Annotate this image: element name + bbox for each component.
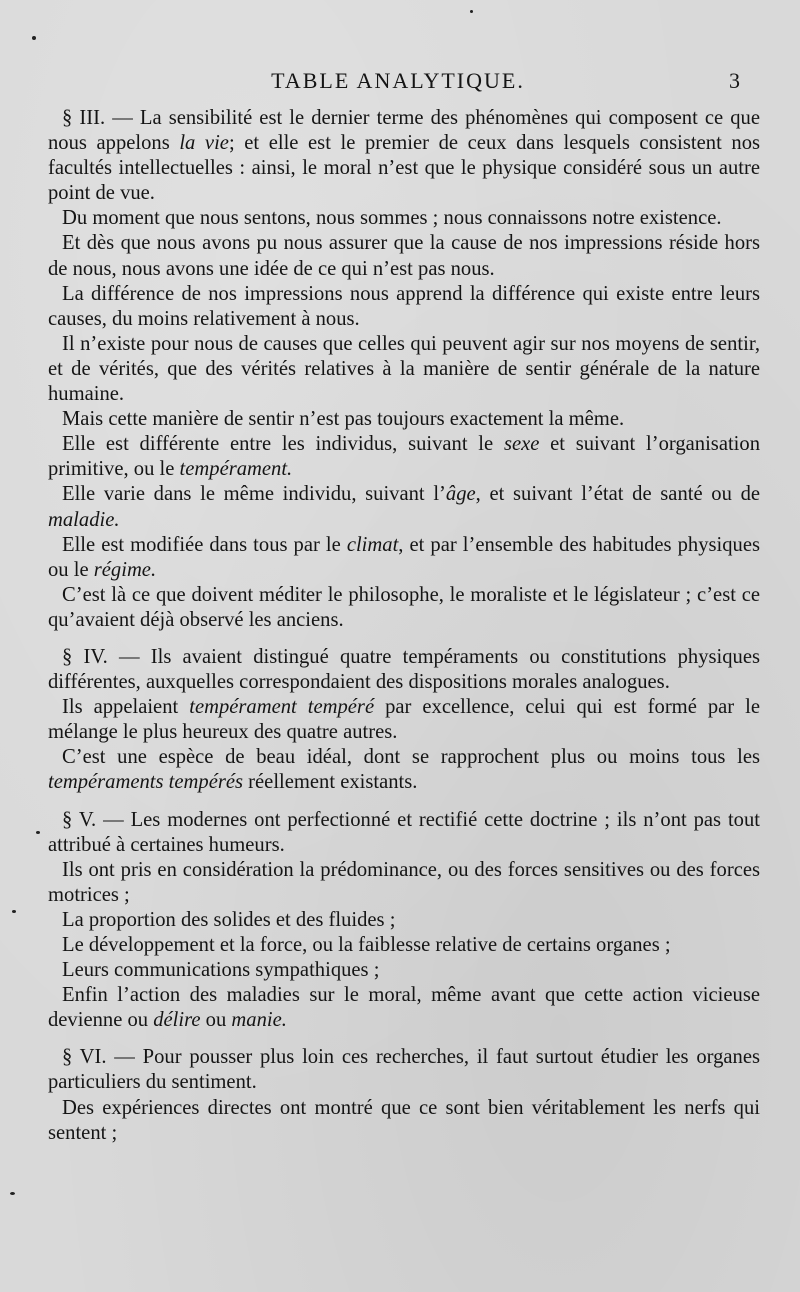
text-run: Leurs communications sympathiques ; — [62, 959, 380, 982]
paragraph — [48, 745, 760, 795]
italic-term: tempérament. — [179, 458, 293, 481]
section-paragraph — [48, 1045, 760, 1095]
text-run: Du moment que nous sentons, nous sommes ; nous connaissons notre existence. — [62, 207, 722, 230]
section-paragraph — [48, 645, 760, 695]
text-run: réellement existants. — [243, 771, 418, 794]
paragraph — [48, 432, 760, 482]
italic-term: sexe — [503, 433, 540, 456]
text-run: Et dès que nous avons pu nous assurer que la cause de nos impressions réside hors de nous, nous avons une idée de ce qui n’est pas nous. — [48, 232, 760, 280]
text-run: Mais cette manière de sentir n’est pas toujours exactement la même. — [62, 408, 625, 431]
text-run: Elle est différente entre les individus, suivant le — [62, 433, 504, 456]
paragraph — [48, 583, 760, 633]
ink-speck — [36, 831, 40, 834]
page-header — [48, 68, 748, 98]
text-run: Des expériences directes ont montré que ce sont bien véritablement les nerfs qui sentent ; — [48, 1096, 760, 1144]
paragraph — [48, 282, 760, 332]
paragraph — [48, 695, 760, 745]
ink-speck — [470, 10, 473, 13]
italic-term: la vie — [179, 132, 229, 155]
paragraph — [48, 332, 760, 407]
text-run: , et par l’ensemble des habitudes physiques ou le — [48, 533, 760, 581]
text-run: § III. — La sensibilité est le dernier terme des phénomènes qui composent ce que nous appelons — [48, 107, 760, 155]
paragraph — [48, 206, 760, 231]
text-run: Elle est modifiée dans tous par le — [62, 533, 347, 556]
paragraph — [48, 933, 760, 958]
text-run: C’est là ce que doivent méditer le philosophe, le moraliste et le législateur ; c’est ce qu’avaient déjà observé les anciens. — [48, 583, 760, 631]
text-run: § IV. — Ils avaient distingué quatre tempéraments ou constitutions physiques différentes, auxquelles correspondaient des dispositions morales analogues. — [48, 645, 760, 694]
text-run: Il n’existe pour nous de causes que celles qui peuvent agir sur nos moyens de sentir, et de vérités, que des vérités relatives à la manière de sentir générale de la nature humaine. — [48, 332, 760, 406]
paragraph — [48, 858, 760, 908]
text-run: § VI. — Pour pousser plus loin ces recherches, il faut surtout étudier les organes particuliers du sentiment. — [48, 1046, 760, 1094]
text-run: C’est une espèce de beau idéal, dont se rapprochent plus ou moins tous les — [62, 746, 760, 769]
paragraph — [48, 983, 760, 1033]
paragraph — [48, 533, 760, 583]
paragraph — [48, 231, 760, 281]
text-run: La différence de nos impressions nous apprend la différence qui existe entre leurs causes, du moins relativement à nous. — [48, 282, 760, 330]
text-run: La proportion des solides et des fluides ; — [62, 908, 396, 931]
paragraph — [48, 908, 760, 933]
text-run: Ils ont pris en considération la prédominance, ou des forces sensitives ou des forces motrices ; — [48, 858, 760, 906]
italic-term: manie. — [231, 1009, 287, 1032]
italic-term: climat — [346, 533, 399, 556]
ink-speck — [12, 910, 16, 913]
page-number: 3 — [729, 68, 740, 93]
text-run: ou — [200, 1009, 232, 1032]
section-paragraph — [48, 808, 760, 858]
text-run: , et suivant l’état de santé ou de — [475, 483, 761, 506]
italic-term: tempérament tempéré — [189, 696, 375, 719]
text-run: Elle varie dans le même individu, suivant l’ — [62, 483, 446, 506]
paragraph — [48, 482, 760, 532]
section-paragraph — [48, 106, 760, 206]
body-text — [48, 106, 760, 1146]
ink-speck — [32, 36, 36, 40]
italic-term: âge — [445, 483, 476, 506]
text-run: et suivant l’organisation primitive, ou le — [48, 433, 760, 481]
text-run: Ils appelaient — [62, 696, 190, 719]
text-run: par excellence, celui qui est formé par le mélange le plus heureux des quatre autres. — [48, 696, 760, 744]
italic-term: tempéraments tempérés — [48, 771, 244, 794]
paragraph — [48, 407, 760, 432]
text-run: Enfin l’action des maladies sur le moral, même avant que cette action vicieuse devienne ou — [48, 984, 760, 1032]
text-run: Le développement et la force, ou la faiblesse relative de certains organes ; — [62, 934, 671, 956]
italic-term: régime. — [93, 558, 157, 581]
running-title: TABLE ANALYTIQUE. — [271, 68, 525, 93]
paragraph — [48, 1096, 760, 1146]
paragraph — [48, 958, 760, 983]
text-run: ; et elle est le premier de ceux dans lesquels consistent nos facultés intellectuelles : ainsi, le moral n’est que le physique considéré sous un autre point de vue. — [48, 132, 761, 205]
italic-term: maladie. — [48, 508, 120, 531]
italic-term: délire — [153, 1009, 201, 1032]
text-run: § V. — Les modernes ont perfectionné et rectifié cette doctrine ; ils n’ont pas tout attribué à certaines humeurs. — [48, 808, 760, 856]
ink-speck — [10, 1192, 15, 1195]
